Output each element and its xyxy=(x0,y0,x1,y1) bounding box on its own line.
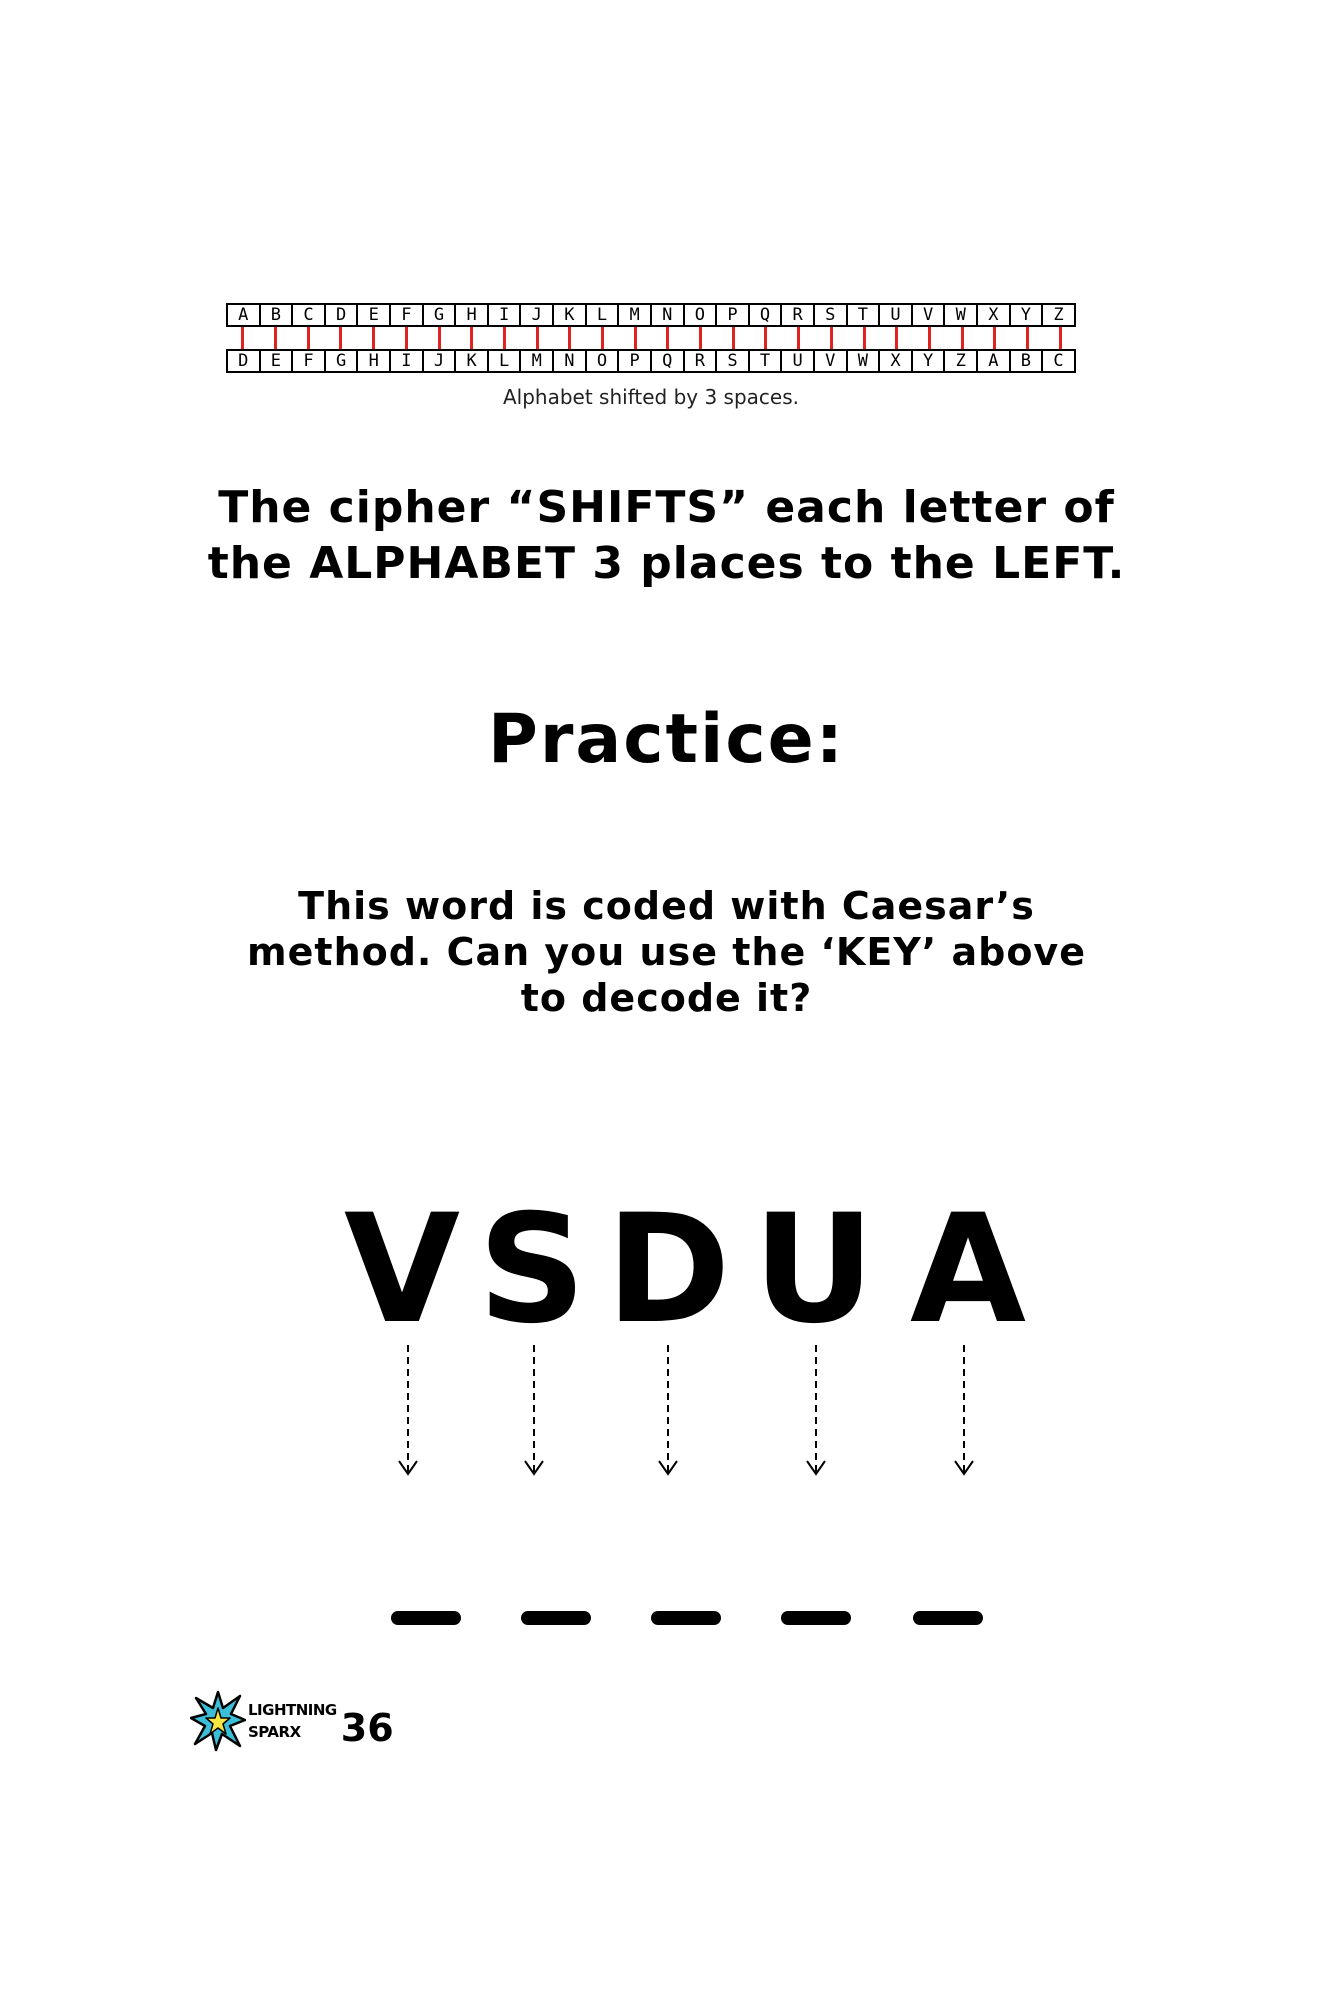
key-caption: Alphabet shifted by 3 spaces. xyxy=(502,385,800,409)
plain-letter-cell: V xyxy=(913,303,946,327)
intro-line-2: the ALPHABET 3 places to the LEFT. xyxy=(207,538,1126,589)
shifted-letter-cell: E xyxy=(261,349,294,373)
cipher-link-line xyxy=(634,327,637,349)
shifted-letter-cell: C xyxy=(1043,349,1076,373)
shifted-letter-cell: G xyxy=(326,349,359,373)
shifted-letter-cell: Y xyxy=(913,349,946,373)
dashed-arrow-down-icon xyxy=(524,1345,544,1477)
plain-letter-cell: M xyxy=(619,303,652,327)
brand-name xyxy=(248,1699,337,1743)
shifted-letter-cell: Q xyxy=(652,349,685,373)
cipher-link-line xyxy=(307,327,310,349)
cipher-link-line xyxy=(503,327,506,349)
cipher-link-line xyxy=(732,327,735,349)
plain-letter-cell: R xyxy=(782,303,815,327)
plain-letter-cell: H xyxy=(456,303,489,327)
plain-letter-cell: Y xyxy=(1011,303,1044,327)
shifted-letter-cell: K xyxy=(456,349,489,373)
plain-letter-cell: S xyxy=(815,303,848,327)
plain-letter-cell: W xyxy=(945,303,978,327)
cipher-link-line xyxy=(438,327,441,349)
shifted-letter-cell: F xyxy=(293,349,326,373)
plain-letter-cell: I xyxy=(489,303,522,327)
plain-letter-cell: G xyxy=(424,303,457,327)
plain-letter-cell: N xyxy=(652,303,685,327)
shifted-letter-cell: O xyxy=(587,349,620,373)
shifted-letter-cell: Z xyxy=(945,349,978,373)
plain-alphabet-row xyxy=(226,303,1076,327)
plain-letter-cell: X xyxy=(978,303,1011,327)
cipher-link-line xyxy=(536,327,539,349)
coded-letter: D xyxy=(606,1183,731,1357)
cipher-link-line xyxy=(339,327,342,349)
cipher-link-line xyxy=(830,327,833,349)
shifted-letter-cell: V xyxy=(815,349,848,373)
plain-letter-cell: K xyxy=(554,303,587,327)
shifted-letter-cell: D xyxy=(228,349,261,373)
cipher-link-line xyxy=(928,327,931,349)
page-footer xyxy=(190,1690,394,1752)
dashed-arrow-down-icon xyxy=(954,1345,974,1477)
cipher-key xyxy=(226,303,1076,409)
coded-letter: U xyxy=(753,1183,875,1357)
cipher-link-line xyxy=(241,327,244,349)
shifted-letter-cell: U xyxy=(782,349,815,373)
plain-letter-cell: Z xyxy=(1043,303,1076,327)
shifted-letter-cell: W xyxy=(848,349,881,373)
cipher-link-line xyxy=(470,327,473,349)
practice-heading: Practice: xyxy=(487,700,845,779)
plain-letter-cell: O xyxy=(685,303,718,327)
shifted-letter-cell: R xyxy=(685,349,718,373)
answer-blank[interactable] xyxy=(391,1611,461,1625)
cipher-link-line xyxy=(993,327,996,349)
question-line-3: to decode it? xyxy=(520,976,813,1020)
plain-letter-cell: P xyxy=(717,303,750,327)
cipher-link-line xyxy=(961,327,964,349)
brand-line-2: SPARX xyxy=(248,1723,301,1741)
plain-letter-cell: E xyxy=(358,303,391,327)
coded-letter: S xyxy=(477,1183,587,1357)
shifted-letter-cell: H xyxy=(358,349,391,373)
cipher-link-line xyxy=(1026,327,1029,349)
question-line-2: method. Can you use the ‘KEY’ above xyxy=(247,930,1086,974)
shifted-letter-cell: I xyxy=(391,349,424,373)
cipher-link-line xyxy=(699,327,702,349)
cipher-link-line xyxy=(895,327,898,349)
plain-letter-cell: L xyxy=(587,303,620,327)
plain-letter-cell: J xyxy=(521,303,554,327)
plain-letter-cell: T xyxy=(848,303,881,327)
answer-blank[interactable] xyxy=(521,1611,591,1625)
shifted-letter-cell: N xyxy=(554,349,587,373)
question-text xyxy=(230,883,1103,1021)
shifted-letter-cell: A xyxy=(978,349,1011,373)
question-line-1: This word is coded with Caesar’s xyxy=(298,884,1035,928)
cipher-link-line xyxy=(568,327,571,349)
shifted-letter-cell: T xyxy=(750,349,783,373)
shifted-letter-cell: J xyxy=(424,349,457,373)
intro-text xyxy=(150,480,1183,592)
coded-letter: V xyxy=(343,1183,461,1357)
dashed-arrow-down-icon xyxy=(398,1345,418,1477)
cipher-link-line xyxy=(863,327,866,349)
plain-letter-cell: F xyxy=(391,303,424,327)
shifted-letter-cell: P xyxy=(619,349,652,373)
lightning-burst-icon xyxy=(190,1690,246,1752)
plain-letter-cell: D xyxy=(326,303,359,327)
shifted-letter-cell: M xyxy=(521,349,554,373)
cipher-link-line xyxy=(601,327,604,349)
cipher-link-line xyxy=(666,327,669,349)
cipher-links xyxy=(226,327,1076,349)
intro-line-1: The cipher “SHIFTS” each letter of xyxy=(218,482,1115,533)
dashed-arrow-down-icon xyxy=(658,1345,678,1477)
shifted-letter-cell: X xyxy=(880,349,913,373)
cipher-link-line xyxy=(405,327,408,349)
shifted-letter-cell: L xyxy=(489,349,522,373)
coded-letter: A xyxy=(909,1183,1027,1357)
plain-letter-cell: C xyxy=(293,303,326,327)
answer-blank[interactable] xyxy=(781,1611,851,1625)
cipher-link-line xyxy=(372,327,375,349)
shifted-alphabet-row xyxy=(226,349,1076,373)
brand-line-1: LIGHTNING xyxy=(248,1701,337,1719)
plain-letter-cell: B xyxy=(261,303,294,327)
answer-blank[interactable] xyxy=(651,1611,721,1625)
dashed-arrow-down-icon xyxy=(806,1345,826,1477)
cipher-link-line xyxy=(764,327,767,349)
answer-blank[interactable] xyxy=(913,1611,983,1625)
cipher-link-line xyxy=(274,327,277,349)
shifted-letter-cell: S xyxy=(717,349,750,373)
cipher-link-line xyxy=(1059,327,1062,349)
cipher-link-line xyxy=(797,327,800,349)
plain-letter-cell: Q xyxy=(750,303,783,327)
plain-letter-cell: A xyxy=(228,303,261,327)
shifted-letter-cell: B xyxy=(1011,349,1044,373)
page-number: 36 xyxy=(340,1706,394,1750)
plain-letter-cell: U xyxy=(880,303,913,327)
